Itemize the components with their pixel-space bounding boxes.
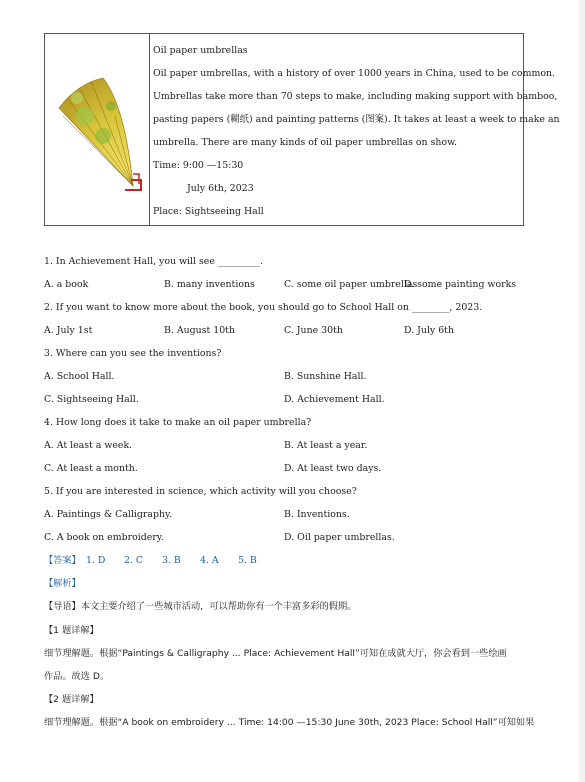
question-3-option-b: B. Sunshine Hall. bbox=[284, 371, 367, 382]
question-4-option-d: D. At least two days. bbox=[284, 463, 382, 474]
detail-1-label: 【1 题详解】 bbox=[44, 625, 99, 636]
question-5-option-b: B. Inventions. bbox=[284, 509, 350, 520]
activity-info-box bbox=[44, 33, 560, 226]
detail-1-text-continued: 作品。故选 D。 bbox=[44, 671, 110, 682]
question-3-option-c: C. Sightseeing Hall. bbox=[44, 394, 139, 405]
info-line-2: Umbrellas take more than 70 steps to make, including making support with bamboo, bbox=[153, 91, 558, 102]
question-5-option-d: D. Oil paper umbrellas. bbox=[284, 532, 395, 543]
info-time: Time: 9:00 —15:30 bbox=[153, 160, 244, 171]
info-title: Oil paper umbrellas bbox=[153, 45, 248, 56]
analysis-label: 【解析】 bbox=[44, 578, 81, 589]
question-3-option-d: D. Achievement Hall. bbox=[284, 394, 385, 405]
info-line-1: Oil paper umbrellas, with a history of over 1000 years in China, used to be common. bbox=[153, 68, 556, 79]
detail-2-text: 细节理解题。根据“A book on embroidery ... Time: 14:00 —15:30 June 30th, 2023 Place: School Hall”可知如果 bbox=[44, 717, 535, 728]
info-line-3: pasting papers (糊纸) and painting patterns (图案). It takes at least a week to make an bbox=[153, 114, 560, 125]
question-2-option-c: C. June 30th bbox=[284, 325, 343, 336]
question-4-option-b: B. At least a year. bbox=[284, 440, 368, 451]
question-5-option-a: A. Paintings & Calligraphy. bbox=[44, 509, 173, 520]
answer-label: 【答案】 bbox=[44, 555, 81, 566]
table-divider bbox=[149, 34, 150, 225]
question-3: 3. Where can you see the inventions? bbox=[44, 348, 222, 359]
answer-1: 1. D bbox=[86, 555, 106, 566]
question-1-option-c: C. some oil paper umbrellas bbox=[284, 279, 418, 290]
answer-2: 2. C bbox=[124, 555, 144, 566]
answer-4: 4. A bbox=[200, 555, 219, 566]
question-5: 5. If you are interested in science, which activity will you choose? bbox=[44, 486, 357, 497]
question-4-option-c: C. At least a month. bbox=[44, 463, 138, 474]
answer-5: 5. B bbox=[238, 555, 257, 566]
info-place: Place: Sightseeing Hall bbox=[153, 206, 264, 217]
question-3-option-a: A. School Hall. bbox=[44, 371, 115, 382]
question-4: 4. How long does it take to make an oil paper umbrella? bbox=[44, 417, 312, 428]
question-1-option-b: B. many inventions bbox=[164, 279, 255, 290]
question-4-option-a: A. At least a week. bbox=[44, 440, 133, 451]
question-1: 1. In Achievement Hall, you will see _________. bbox=[44, 256, 264, 267]
question-1-option-a: A. a book bbox=[44, 279, 89, 290]
info-date: July 6th, 2023 bbox=[187, 183, 254, 194]
oil-paper-umbrella-image bbox=[55, 76, 143, 192]
detail-1-text: 细节理解题。根据“Paintings & Calligraphy ... Place: Achievement Hall”可知在成就大厅，你会看到一些绘画 bbox=[44, 648, 507, 659]
scrollbar[interactable] bbox=[579, 0, 585, 782]
question-2: 2. If you want to know more about the book, you should go to School Hall on ________, 2023. bbox=[44, 302, 483, 313]
question-2-option-b: B. August 10th bbox=[164, 325, 235, 336]
info-line-4: umbrella. There are many kinds of oil paper umbrellas on show. bbox=[153, 137, 457, 148]
question-2-option-d: D. July 6th bbox=[404, 325, 454, 336]
answer-3: 3. B bbox=[162, 555, 181, 566]
question-2-option-a: A. July 1st bbox=[44, 325, 93, 336]
question-5-option-c: C. A book on embroidery. bbox=[44, 532, 164, 543]
question-1-option-d: D. some painting works bbox=[404, 279, 517, 290]
detail-2-label: 【2 题详解】 bbox=[44, 694, 99, 705]
guide-text: 【导语】本文主要介绍了一些城市活动，可以帮助你有一个丰富多彩的假期。 bbox=[44, 601, 357, 612]
